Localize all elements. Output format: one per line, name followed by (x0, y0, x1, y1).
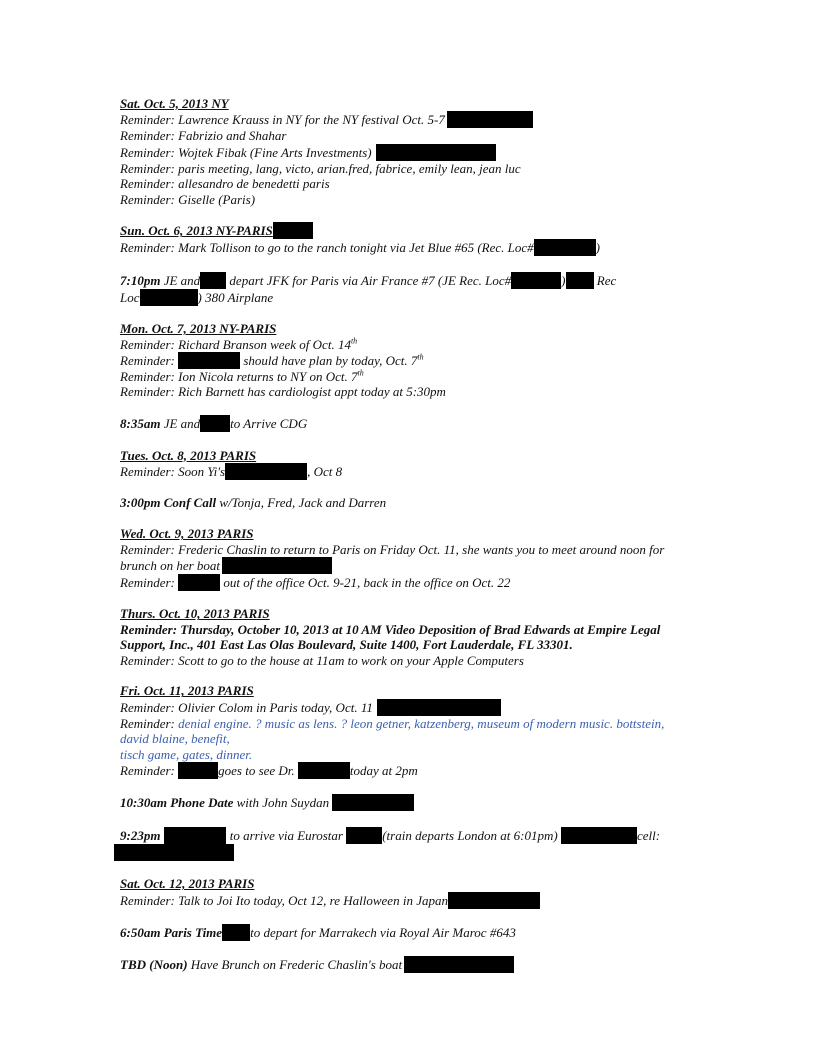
day-heading-oct8: Tues. Oct. 8, 2013 PARIS (120, 447, 257, 463)
redaction-block (447, 111, 533, 128)
itinerary-text: to arrive via Eurostar (226, 827, 347, 843)
reminder-line (120, 369, 710, 384)
reminder-line (120, 762, 710, 779)
redaction-block (225, 463, 307, 480)
reminder-line (120, 144, 710, 161)
reminder-line: Reminder: Giselle (Paris) (120, 191, 256, 207)
itinerary-text: (train departs London at 6:01pm) (382, 827, 561, 843)
redaction-block (511, 272, 561, 289)
redaction-block (404, 956, 514, 973)
reminder-text: Reminder: Olivier Colom in Paris today, Oct. 11 (120, 699, 373, 715)
redaction-block (448, 892, 540, 909)
redaction-block (222, 557, 332, 574)
ordinal-suffix: th (350, 336, 358, 346)
itinerary-line (120, 956, 710, 973)
redaction-block (561, 827, 637, 844)
reminder-line: Reminder: Rich Barnett has cardiologist appt today at 5:30pm (120, 384, 446, 400)
redaction-block (298, 762, 350, 779)
itinerary-text: Loc (120, 289, 140, 305)
redaction-block (178, 352, 240, 369)
reminder-text: Reminder: Lawrence Krauss in NY for the NY festival Oct. 5-7 (120, 112, 445, 128)
redaction-block (114, 844, 234, 861)
reminder-note-blue: denial engine. ? music as lens. ? leon getner, katzenberg, museum of modern music. bottstein, (178, 715, 665, 731)
reminder-text: ) (595, 240, 600, 256)
reminder-text: Reminder: (120, 715, 179, 731)
reminder-text: Reminder: (120, 353, 179, 369)
day-heading-oct7: Mon. Oct. 7, 2013 NY-PARIS (120, 321, 277, 337)
reminder-text: Reminder: (120, 575, 179, 591)
itinerary-line (120, 289, 710, 306)
itinerary-text: depart JFK for Paris via Air France #7 (JE Rec. Loc# (226, 272, 512, 288)
itinerary-line (120, 495, 710, 510)
time-label: 3:00pm Conf Call (120, 495, 217, 511)
redaction-block (178, 574, 220, 591)
reminder-line (120, 352, 710, 369)
reminder-text: today at 2pm (349, 763, 418, 779)
itinerary-text: to depart for Marrakech via Royal Air Maroc #643 (250, 925, 516, 941)
day-heading-oct6: Sun. Oct. 6, 2013 NY-PARIS (120, 223, 273, 239)
reminder-line (120, 892, 710, 909)
redaction-block (346, 827, 382, 844)
reminder-line: Reminder: paris meeting, lang, victo, arian.fred, fabrice, emily lean, jean luc (120, 160, 521, 176)
itinerary-text: Rec (593, 272, 617, 288)
reminder-note-blue: david blaine, benefit, (120, 731, 230, 747)
reminder-line: Reminder: Thursday, October 10, 2013 at 10 AM Video Deposition of Brad Edwards at Empire Legal (120, 621, 661, 637)
redaction-block (200, 272, 226, 289)
redaction-block (164, 827, 226, 844)
itinerary-text: JE and (160, 416, 201, 432)
reminder-line (120, 111, 710, 128)
itinerary-text: ) 380 Airplane (197, 289, 274, 305)
itinerary-text: with John Suydan (233, 795, 333, 811)
reminder-line (120, 463, 710, 480)
reminder-text: Reminder: Ion Nicola returns to NY on Oct. 7 (120, 369, 358, 385)
reminder-text: Reminder: (120, 763, 179, 779)
redaction-block (377, 699, 501, 716)
redaction-block (332, 794, 414, 811)
reminder-line: Reminder: allesandro de benedetti paris (120, 176, 330, 192)
redaction-block (222, 924, 250, 941)
reminder-note-blue: tisch game, gates, dinner. (120, 746, 253, 762)
reminder-line: Reminder: Scott to go to the house at 11am to work on your Apple Computers (120, 652, 524, 668)
redaction-block (566, 272, 594, 289)
time-label: 10:30am Phone Date (120, 795, 234, 811)
itinerary-line (120, 415, 710, 432)
itinerary-line (120, 794, 710, 811)
reminder-text: , Oct 8 (307, 464, 343, 480)
schedule-document (120, 96, 710, 973)
reminder-text: goes to see Dr. (218, 763, 298, 779)
redaction-block (376, 144, 496, 161)
reminder-text: Reminder: Wojtek Fibak (Fine Arts Investments) (120, 144, 372, 160)
itinerary-text: w/Tonja, Fred, Jack and Darren (216, 495, 387, 511)
reminder-text: Reminder: Soon Yi's (120, 464, 226, 480)
reminder-line (120, 716, 710, 731)
day-heading-row (120, 222, 710, 239)
itinerary-text: to Arrive CDG (230, 416, 308, 432)
reminder-text: Reminder: Talk to Joi Ito today, Oct 12, re Halloween in Japan (120, 892, 448, 908)
reminder-line: Support, Inc., 401 East Las Olas Boulevard, Suite 1400, Fort Lauderdale, FL 33301. (120, 637, 573, 653)
reminder-text: Reminder: Richard Branson week of Oct. 14 (120, 336, 351, 352)
itinerary-text: Have Brunch on Frederic Chaslin's boat (187, 957, 403, 973)
redaction-block (200, 415, 230, 432)
reminder-text: out of the office Oct. 9-21, back in the office on Oct. 22 (220, 575, 511, 591)
redaction-block (140, 289, 198, 306)
reminder-line (120, 699, 710, 716)
reminder-text: Reminder: Mark Tollison to go to the ranch tonight via Jet Blue #65 (Rec. Loc# (120, 240, 534, 256)
itinerary-line (120, 272, 710, 289)
ordinal-suffix: th (417, 352, 424, 362)
reminder-line (120, 337, 710, 352)
reminder-text: brunch on her boat (120, 558, 221, 574)
time-label: 6:50am Paris Time (120, 925, 223, 941)
reminder-line (120, 574, 710, 591)
time-label: 7:10pm (120, 272, 161, 288)
reminder-line: Reminder: Frederic Chaslin to return to Paris on Friday Oct. 11, she wants you to meet around noon for (120, 541, 665, 557)
itinerary-text: JE and (160, 272, 201, 288)
day-heading-oct10: Thurs. Oct. 10, 2013 PARIS (120, 606, 270, 622)
time-label: 8:35am (120, 416, 161, 432)
itinerary-line (120, 844, 710, 861)
redaction-block (534, 239, 596, 256)
day-heading-oct9: Wed. Oct. 9, 2013 PARIS (120, 526, 254, 542)
itinerary-text: cell: (636, 827, 661, 843)
reminder-line: Reminder: Fabrizio and Shahar (120, 128, 287, 144)
ordinal-suffix: th (357, 368, 364, 378)
time-label: 9:23pm (120, 827, 161, 843)
redaction-block (273, 222, 313, 239)
day-heading-oct11: Fri. Oct. 11, 2013 PARIS (120, 683, 254, 699)
reminder-line (120, 557, 710, 574)
itinerary-text: ) (561, 272, 566, 288)
day-heading-oct5: Sat. Oct. 5, 2013 NY (120, 96, 229, 111)
day-heading-oct12: Sat. Oct. 12, 2013 PARIS (120, 876, 255, 892)
redaction-block (178, 762, 218, 779)
reminder-line (120, 239, 710, 256)
time-label: TBD (Noon) (120, 957, 188, 973)
itinerary-line (120, 827, 710, 844)
reminder-text: should have plan by today, Oct. 7 (240, 353, 418, 369)
itinerary-line (120, 924, 710, 941)
